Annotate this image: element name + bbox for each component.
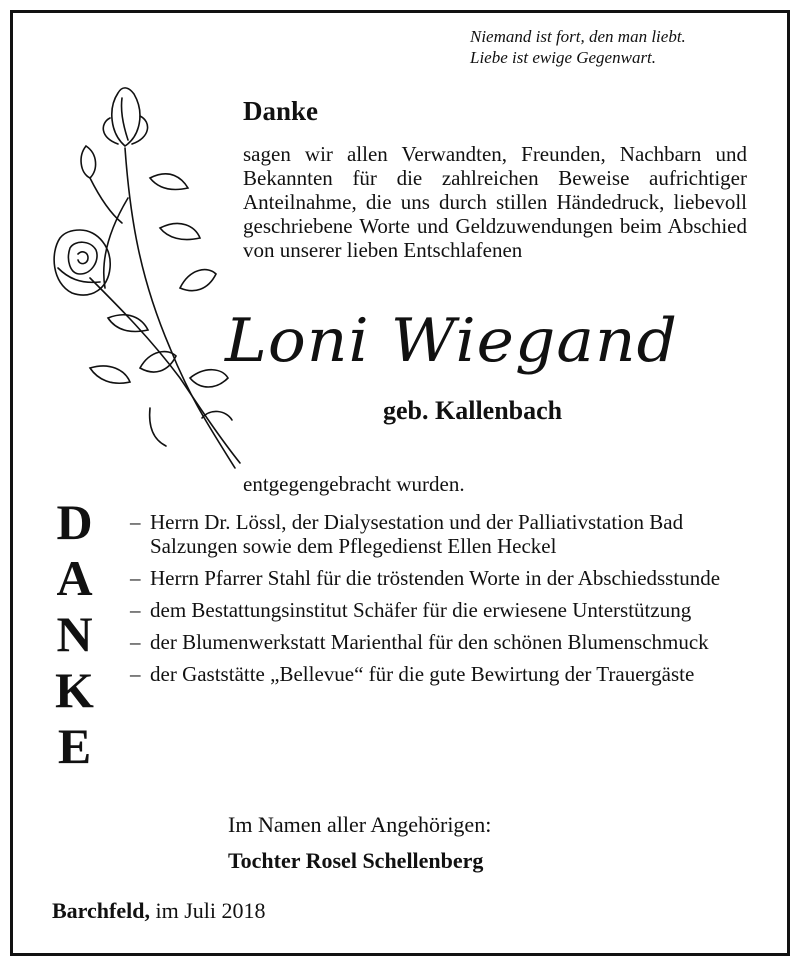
place-date (52, 898, 266, 924)
danke-letter: E (57, 718, 92, 774)
danke-letter: K (55, 662, 94, 718)
dash: – (130, 510, 141, 534)
list-item-text: Herrn Pfarrer Stahl für die tröstenden Worte in der Abschiedsstunde (150, 566, 721, 590)
rose-illustration (30, 78, 260, 470)
dash: – (130, 662, 141, 686)
place-town: Barchfeld, (52, 898, 150, 923)
dash: – (130, 598, 141, 622)
motto-line-2: Liebe ist ewige Gegenwart. (470, 48, 657, 67)
danke-letter: N (56, 606, 93, 662)
danke-letter: D (56, 494, 93, 550)
list-item (130, 510, 770, 558)
list-item (130, 630, 770, 654)
dash: – (130, 630, 141, 654)
intro-text: sagen wir allen Verwandten, Freunden, Nachbarn und Bekannten für die zahlreichen Beweise aufrichtiger Anteilnahme, die uns durch stillen Händedruck, liebevoll geschriebene Worte und Geldzuwendungen beim Abschied von unserer lieben Entschlafenen (243, 142, 747, 262)
list-item-text: der Gaststätte „Bellevue“ für die gute Bewirtung der Trauergäste (150, 662, 695, 686)
list-item (130, 662, 770, 686)
list-item (130, 598, 770, 622)
birth-name: geb. Kallenbach (383, 396, 563, 425)
dash: – (130, 566, 141, 590)
deceased-name: Loni Wiegand (225, 306, 678, 376)
list-item-text: Herrn Dr. Lössl, der Dialysestation und der Palliativstation Bad Salzungen sowie dem Pflegedienst Ellen Heckel (150, 510, 684, 558)
heading-danke: Danke (243, 96, 319, 126)
motto (470, 26, 760, 68)
list-item-text: dem Bestattungsinstitut Schäfer für die erwiesene Unterstützung (150, 598, 692, 622)
signer: Tochter Rosel Schellenberg (228, 848, 484, 873)
thanks-list (130, 510, 770, 694)
list-item (130, 566, 770, 590)
danke-letter: A (56, 550, 93, 606)
place-date-text: im Juli 2018 (155, 898, 266, 923)
danke-vertical (52, 494, 97, 774)
motto-line-1: Niemand ist fort, den man liebt. (470, 27, 686, 46)
signoff: Im Namen aller Angehörigen: (228, 812, 492, 837)
list-item-text: der Blumenwerkstatt Marienthal für den schönen Blumenschmuck (150, 630, 709, 654)
closing-phrase: entgegengebracht wurden. (243, 472, 465, 496)
